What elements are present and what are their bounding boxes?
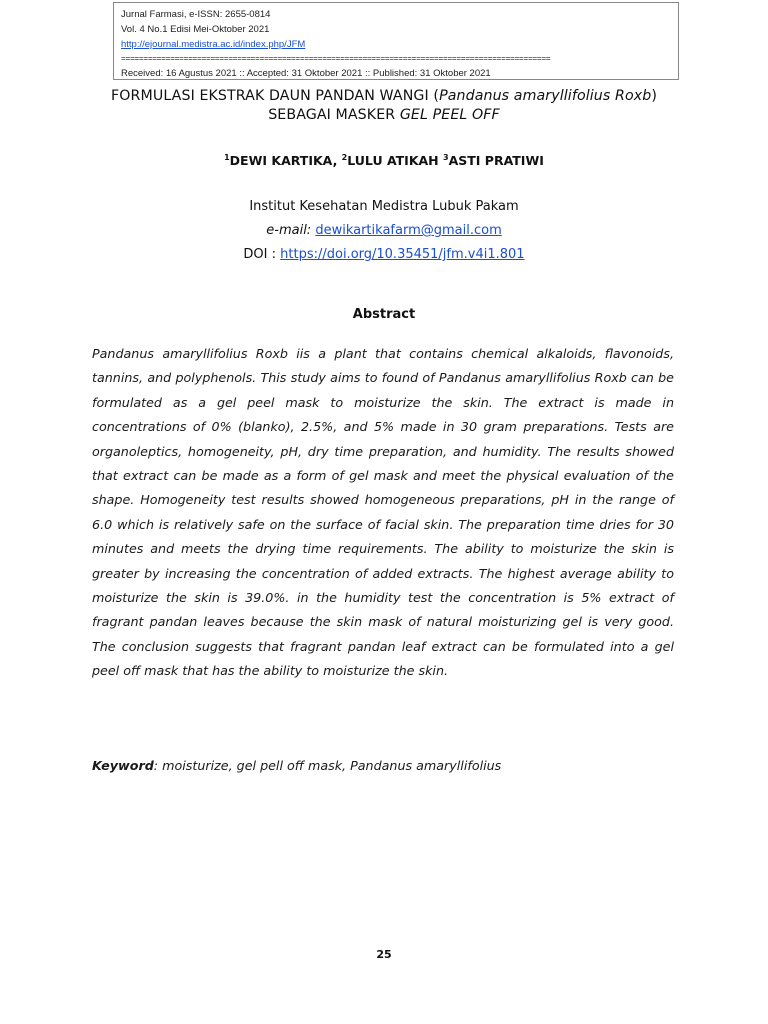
header-separator: ================================================================================================ [121,54,551,63]
author-list [96,150,672,169]
doi-link[interactable]: https://doi.org/10.35451/jfm.v4i1.801 [280,247,525,262]
author-2-number: 2 [341,153,348,162]
author-1-number: 1 [224,153,230,162]
doi-label: DOI : [243,247,281,262]
keyword-label: Keyword [92,758,154,773]
title-gel-peel-off: GEL PEEL OFF [399,107,500,123]
email-label: e-mail: [266,223,316,238]
page-number: 25 [376,948,392,961]
title-species-name: Pandanus amaryllifolius Roxb [439,88,652,104]
publication-dates: Received: 16 Agustus 2021 :: Accepted: 31 Oktober 2021 :: Published: 31 Oktober 2021 [121,68,491,79]
title-text-2: ) SEBAGAI MASKER [268,88,657,123]
keyword-list: : moisturize, gel pell off mask, Pandanus amaryllifolius [153,758,502,773]
journal-issn-line: Jurnal Farmasi, e-ISSN: 2655-0814 [121,9,271,20]
abstract-heading: Abstract [352,307,416,322]
author-1-name: DEWI KARTIKA, [229,153,342,168]
journal-header-box [113,2,679,80]
journal-volume-line: Vol. 4 No.1 Edisi Mei-Oktober 2021 [121,24,270,35]
journal-url-link[interactable]: http://ejournal.medistra.ac.id/index.php/JFM [121,39,306,50]
author-3-name: ASTI PRATIWI [448,153,544,168]
doi-line [96,246,672,263]
keyword-line [92,758,674,773]
email-link[interactable]: dewikartikafarm@gmail.com [315,223,502,238]
affiliation: Institut Kesehatan Medistra Lubuk Pakam [249,199,519,214]
title-text-1: FORMULASI EKSTRAK DAUN PANDAN WANGI ( [111,88,440,104]
email-line [96,222,672,239]
author-2-name: LULU ATIKAH [347,153,443,168]
author-3-number: 3 [443,153,449,162]
abstract-body: Pandanus amaryllifolius Roxb iis a plant that contains chemical alkaloids, flavonoids, tannins, and polyphenols. This study aims to found of Pandanus amaryllifolius Roxb can be formulated as a gel peel mask to moisturize the skin. The extract is made in concentrations of 0% (blanko), 2.5%, and 5% made in 30 gram preparations. Tests are organoleptics, homogeneity, pH, dry time preparation, and humidity. The results showed that extract can be made as a form of gel mask and meet the physical evaluation of the shape. Homogeneity test results showed homogeneous preparations, pH in the range of 6.0 which is relatively safe on the surface of facial skin. The preparation time dries for 30 minutes and meets the drying time requirements. The ability to moisturize the skin is greater by increasing the concentration of added extracts. The highest average ability to moisturize the skin is 39.0%. in the humidity test the concentration is 5% extract of fragrant pandan leaves because the skin mask of natural moisturizing gel is very good. The conclusion suggests that fragrant pandan leaf extract can be formulated into a gel peel off mask that has the ability to moisturize the skin. [92,346,674,679]
paper-title [96,87,672,125]
